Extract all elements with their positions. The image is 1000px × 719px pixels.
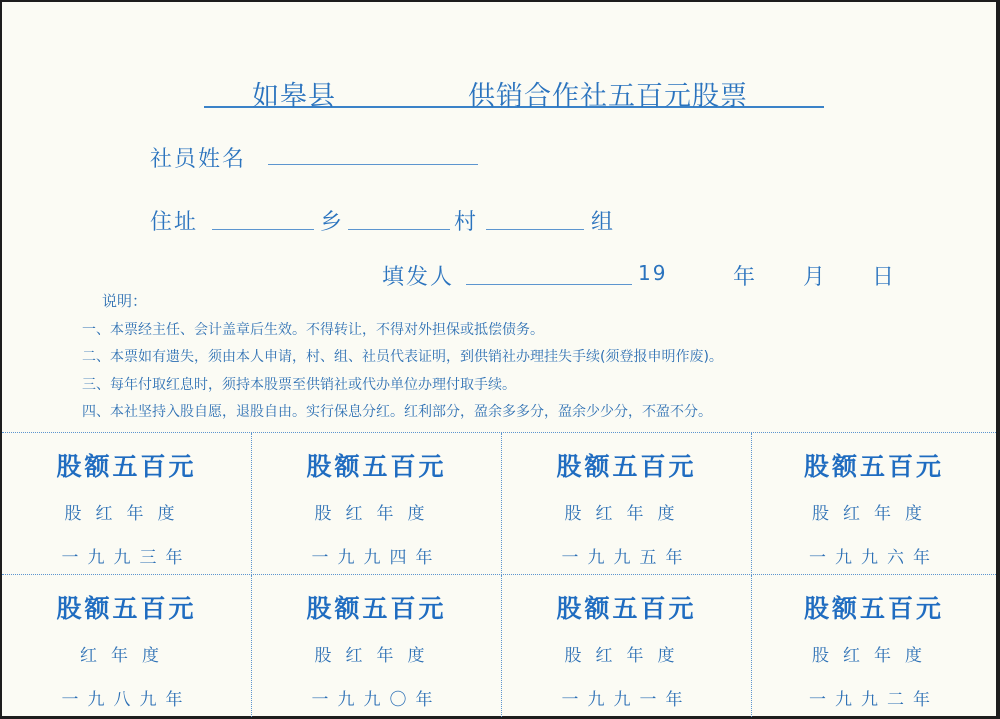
coupon-dividend-label: 股红年度: [314, 646, 439, 666]
coupon-amount: 股额五百元: [306, 594, 447, 623]
township-label: 乡: [320, 210, 345, 235]
coupon-dividend-label: 股红年度: [812, 646, 936, 666]
coupon-year: 一九九三年: [61, 548, 192, 568]
note-item: 一、本票经主任、会计盖章后生效。不得转让，不得对外担保或抵偿债务。: [82, 322, 544, 338]
note-item: 二、本票如有遗失，须由本人申请，村、组、社员代表证明，到供销社办理挂失手续(须登报申明作废)。: [82, 349, 723, 365]
coupon-year: 一九九五年: [561, 548, 692, 568]
coupon-row: [2, 574, 996, 717]
coupon-dividend-label: 股红年度: [812, 504, 936, 524]
coupon-1994[interactable]: [252, 433, 502, 575]
address-label: 住址: [150, 210, 199, 235]
coupon-dividend-label: 股红年度: [64, 504, 189, 524]
township-field-line[interactable]: [212, 229, 314, 230]
coupon-row: [2, 432, 996, 575]
coupon-1991[interactable]: [502, 575, 752, 717]
coupon-year: 一九九一年: [561, 690, 692, 710]
coupon-amount: 股额五百元: [803, 594, 944, 623]
coupon-year: 一九九四年: [311, 548, 442, 568]
day-label: 日: [872, 265, 897, 290]
county-name: 如皋县: [252, 81, 336, 112]
coupon-year: 一九九二年: [809, 690, 939, 710]
year-prefix: 19: [638, 261, 668, 285]
coupon-year: 一九八九年: [61, 690, 192, 710]
year-label: 年: [733, 265, 758, 290]
issuer-field-line[interactable]: [466, 284, 632, 285]
certificate-name: 供销合作社五百元股票: [468, 81, 748, 112]
member-name-label: 社员姓名: [150, 147, 247, 172]
village-field-line[interactable]: [348, 229, 450, 230]
issuer-label: 填发人: [382, 265, 455, 290]
coupon-1992[interactable]: [752, 575, 996, 717]
certificate-title: [204, 72, 824, 112]
member-name-field-line[interactable]: [268, 164, 478, 165]
coupon-dividend-label: 股红年度: [314, 504, 439, 524]
coupon-1993[interactable]: [2, 433, 252, 575]
coupon-grid: [2, 432, 996, 716]
coupon-year: 一九九六年: [809, 548, 939, 568]
share-certificate: [2, 2, 996, 716]
coupon-1995[interactable]: [502, 433, 752, 575]
coupon-1996[interactable]: [752, 433, 996, 575]
group-label: 组: [591, 210, 616, 235]
coupon-amount: 股额五百元: [56, 594, 197, 623]
notes-heading: 说明：: [102, 292, 148, 310]
coupon-amount: 股额五百元: [803, 452, 944, 481]
coupon-amount: 股额五百元: [556, 594, 697, 623]
coupon-dividend-label: 股红年度: [564, 504, 689, 524]
coupon-dividend-label: 红年度: [80, 646, 173, 666]
note-item: 三、每年付取红息时，须持本股票至供销社或代办单位办理付取手续。: [82, 377, 516, 393]
coupon-1990[interactable]: [252, 575, 502, 717]
village-label: 村: [454, 210, 479, 235]
note-item: 四、本社坚持入股自愿，退股自由。实行保息分红。红利部分，盈余多多分，盈余少少分，不盈不分。: [82, 404, 712, 420]
coupon-amount: 股额五百元: [306, 452, 447, 481]
coupon-year: 一九九〇年: [311, 690, 442, 710]
coupon-amount: 股额五百元: [556, 452, 697, 481]
coupon-1989[interactable]: [2, 575, 252, 717]
coupon-dividend-label: 股红年度: [564, 646, 689, 666]
coupon-amount: 股额五百元: [56, 452, 197, 481]
group-field-line[interactable]: [486, 229, 584, 230]
month-label: 月: [803, 265, 828, 290]
